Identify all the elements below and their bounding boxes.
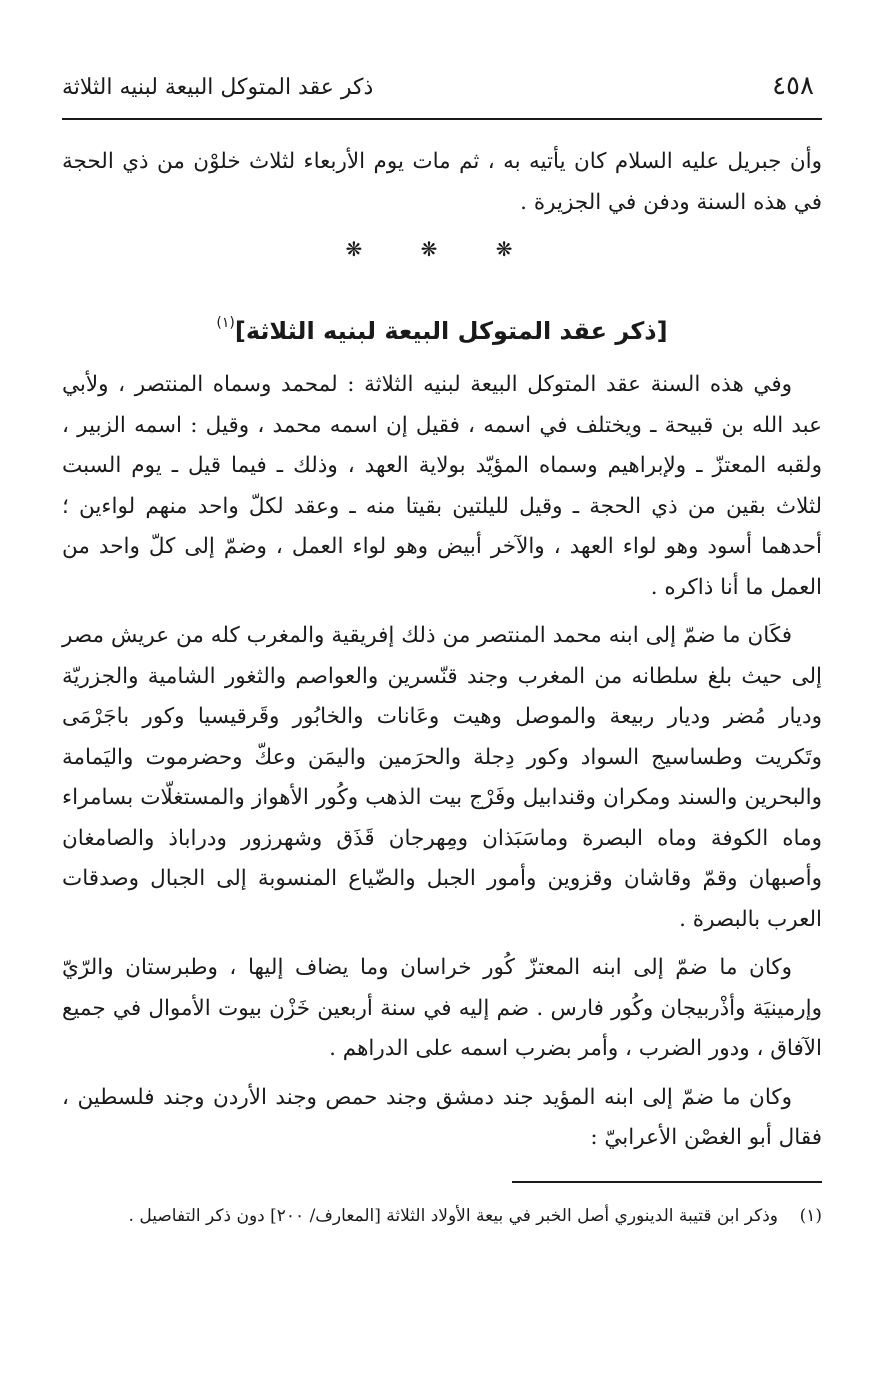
footnote-1 <box>62 1201 822 1231</box>
section-heading <box>62 303 822 351</box>
section-separator: ❋ ❋ ❋ <box>345 237 539 261</box>
footnote-marker: (١) <box>799 1205 822 1226</box>
book-page <box>62 60 822 1360</box>
running-header <box>62 60 822 120</box>
paragraph-1: وأن جبريل عليه السلام كان يأتيه به ، ثم مات يوم الأربعاء لثلاث خلوْن من ذي الحجة في هذه السنة ودفن في الجزيرة . <box>62 149 822 215</box>
paragraph-3: فكَان ما ضمّ إلى ابنه محمد المنتصر من ذلك إفريقية والمغرب كله من عريش مصر إلى حيث بلغ سلطانه من المغرب وجند قنّسرين والعواصم والثغور الشامية والجزريّة وديار مُضر وديار ربيعة والموصل وهيت وعَانات والخابُور وقَرقيسيا وكور باجَرْمَى وتَكريت وطساسيج السواد وكور دِجلة والحرَمين واليمَن وعكّ وحضرموت واليَمامة والبحرين والسند ومكران وقندابيل وفَرْج بيت الذهب وكُور الأهواز والمستغلّات بسامراء وماه الكوفة وماه البصرة وماسَبَذان ومِهرجان قَذَق وشهرزور ودراباذ والصامغان وأصبهان وقمّ وقاشان وقزوين وأمور الجبل والضّياع المنسوبة إلى الجبال وصدقات العرب بالبصرة . <box>62 623 822 932</box>
running-header-title: ذكر عقد المتوكل البيعة لبنيه الثلاثة <box>62 75 374 100</box>
paragraph-4: وكان ما ضمّ إلى ابنه المعتزّ كُور خراسان وما يضاف إليها ، وطبرستان والرّيّ وإرمينيَة وأذْربيجان وكُور فارس . ضم إليه في سنة أربعين خَزْن بيوت الأموال في جميع الآفاق ، ودور الضرب ، وأمر بضرب اسمه على الدراهم . <box>62 955 822 1061</box>
section-heading-text: [ذكر عقد المتوكل البيعة لبنيه الثلاثة] <box>234 317 668 345</box>
footnote-text: وذكر ابن قتيبة الدينوري أصل الخبر في بيعة الأولاد الثلاثة [المعارف/ ٢٠٠] دون ذكر التفاصيل . <box>128 1205 778 1226</box>
footnote-reference: (١) <box>216 315 235 331</box>
paragraph-2: وفي هذه السنة عقد المتوكل البيعة لبنيه الثلاثة : لمحمد وسماه المنتصر ، ولأبي عبد الله بن قبيحة ـ ويختلف في اسمه ، فقيل إن اسمه محمد ، وقيل : اسمه الزبير ، ولقبه المعتزّ ـ ولإبراهيم وسماه المؤيّد بولاية العهد ، وذلك ـ فيما قيل ـ يوم السبت لثلاث بقين من ذي الحجة ـ وقيل لليلتين بقيتا منه ـ وعقد لكلّ واحد منهم لواءين ؛ أحدهما أسود وهو لواء العهد ، والآخر أبيض وهو لواء العمل ، وضمّ إلى كلّ واحد من العمل ما أنا ذاكره . <box>62 372 822 600</box>
footnote-divider <box>512 1181 822 1183</box>
page-number: ٤٥٨ <box>772 71 814 101</box>
paragraph-5: وكان ما ضمّ إلى ابنه المؤيد جند دمشق وجند حمص وجند الأردن وجند فلسطين ، فقال أبو الغصْن الأعرابيّ : <box>62 1084 822 1150</box>
